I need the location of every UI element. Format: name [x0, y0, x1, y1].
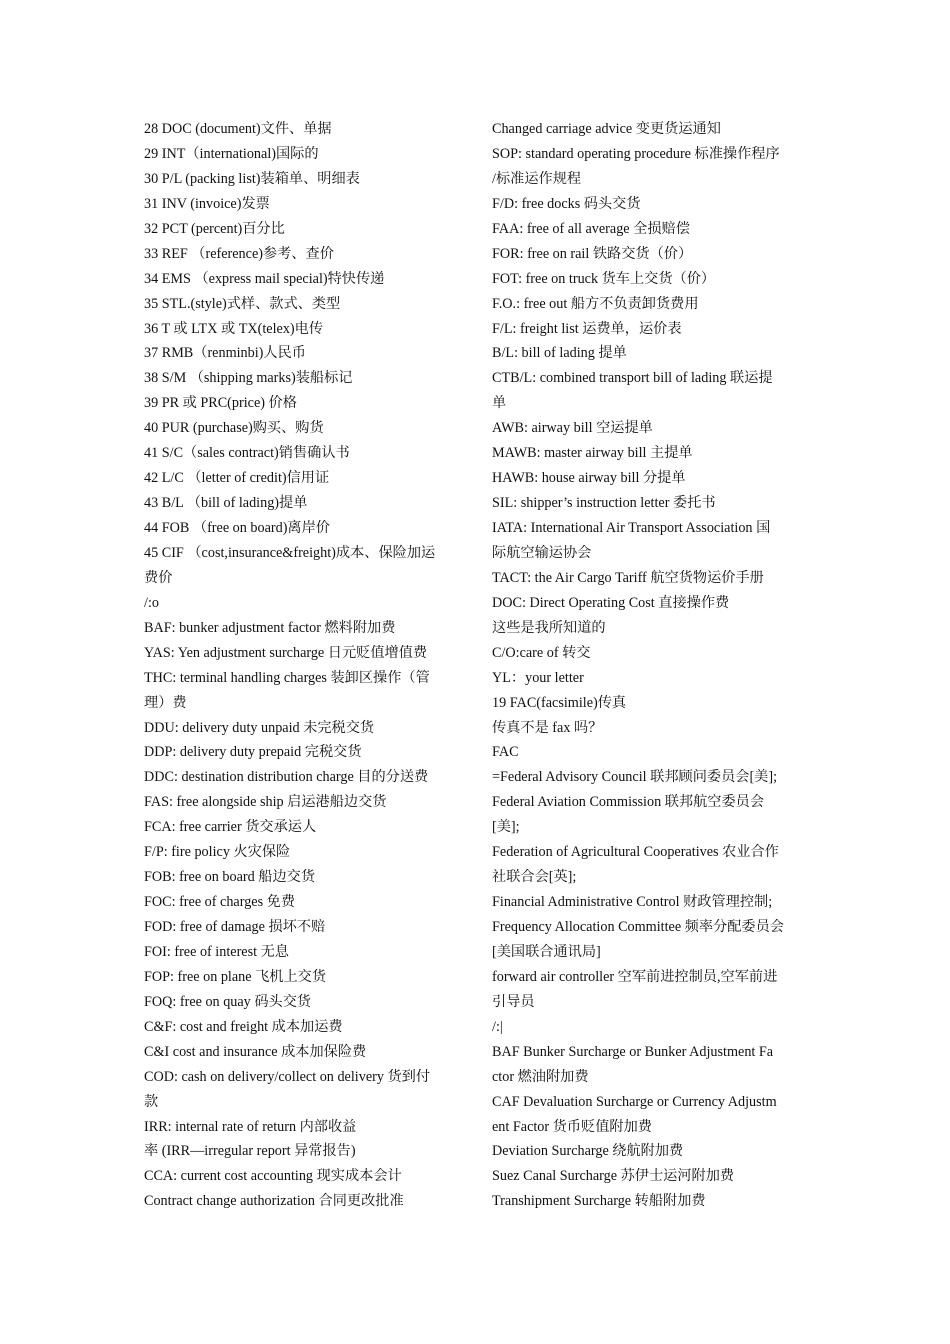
text-line: 34 EMS （express mail special)特快传递 — [144, 270, 385, 287]
text-line: 理）费 — [144, 694, 187, 711]
text-line: 这些是我所知道的 — [492, 619, 606, 636]
text-line: F.O.: free out 船方不负责卸货费用 — [492, 295, 699, 312]
text-line: 41 S/C（sales contract)销售确认书 — [144, 445, 350, 462]
text-line: ent Factor 货币贬值附加费 — [492, 1118, 652, 1135]
text-line: /:| — [492, 1018, 503, 1035]
text-line: 31 INV (invoice)发票 — [144, 195, 270, 212]
text-line: DOC: Direct Operating Cost 直接操作费 — [492, 594, 730, 611]
text-line: DDC: destination distribution charge 目的分送费 — [144, 769, 429, 786]
left-column — [144, 117, 462, 1214]
text-line: BAF Bunker Surcharge or Bunker Adjustment Fa — [492, 1043, 774, 1060]
text-line: [美国联合通讯局] — [492, 943, 601, 960]
text-line: C&F: cost and freight 成本加运费 — [144, 1018, 343, 1035]
text-line: Transhipment Surcharge 转船附加费 — [492, 1193, 706, 1210]
text-line: 40 PUR (purchase)购买、购货 — [144, 420, 324, 437]
text-line: B/L: bill of lading 提单 — [492, 345, 627, 362]
text-line: Suez Canal Surcharge 苏伊士运河附加费 — [492, 1168, 735, 1185]
text-line: C/O:care of 转交 — [492, 644, 591, 661]
text-line: 45 CIF （cost,insurance&freight)成本、保险加运 — [144, 544, 436, 561]
text-line: 率 (IRR—irregular report 异常报告) — [144, 1143, 356, 1160]
text-line: /标准运作规程 — [492, 170, 582, 187]
text-line: FOI: free of interest 无息 — [144, 943, 289, 960]
text-line: C&I cost and insurance 成本加保险费 — [144, 1043, 367, 1060]
text-line: =Federal Advisory Council 联邦顾问委员会[美]; — [492, 769, 778, 786]
text-line: forward air controller 空军前进控制员,空军前进 — [492, 968, 778, 985]
text-line: Federal Aviation Commission 联邦航空委员会 — [492, 794, 765, 811]
text-line: IRR: internal rate of return 内部收益 — [144, 1118, 357, 1135]
text-line: CTB/L: combined transport bill of lading 联运提 — [492, 370, 773, 387]
text-line: YAS: Yen adjustment surcharge 日元贬值增值费 — [144, 644, 428, 661]
text-line: 单 — [492, 395, 507, 412]
text-line: Changed carriage advice 变更货运通知 — [492, 121, 721, 137]
text-line: Federation of Agricultural Cooperatives 农业合作 — [492, 844, 779, 861]
text-line: 29 INT（international)国际的 — [144, 145, 319, 162]
text-line: HAWB: house airway bill 分提单 — [492, 470, 686, 487]
text-line: Deviation Surcharge 绕航附加费 — [492, 1143, 684, 1160]
text-line: 42 L/C （letter of credit)信用证 — [144, 470, 330, 487]
text-line: 款 — [144, 1093, 159, 1110]
text-line: DDU: delivery duty unpaid 未完税交货 — [144, 719, 375, 736]
text-line: FAS: free alongside ship 启运港船边交货 — [144, 794, 387, 811]
text-line: 19 FAC(facsimile)传真 — [492, 694, 627, 711]
text-line: 39 PR 或 PRC(price) 价格 — [144, 395, 297, 412]
text-line: ctor 燃油附加费 — [492, 1068, 589, 1085]
text-line: F/D: free docks 码头交货 — [492, 195, 641, 212]
text-line: F/L: freight list 运费单，运价表 — [492, 320, 682, 337]
text-line: FOR: free on rail 铁路交货（价） — [492, 245, 693, 262]
text-line: Contract change authorization 合同更改批准 — [144, 1193, 404, 1210]
text-line: MAWB: master airway bill 主提单 — [492, 445, 693, 462]
text-line: FCA: free carrier 货交承运人 — [144, 819, 317, 836]
text-line: DDP: delivery duty prepaid 完税交货 — [144, 744, 362, 761]
text-line: CCA: current cost accounting 现实成本会计 — [144, 1168, 402, 1185]
text-line: 28 DOC (document)文件、单据 — [144, 121, 332, 137]
text-line: FAC — [492, 744, 519, 761]
text-line: Financial Administrative Control 财政管理控制; — [492, 894, 773, 911]
text-line: THC: terminal handling charges 装卸区操作（管 — [144, 669, 430, 686]
text-line: 35 STL.(style)式样、款式、类型 — [144, 295, 341, 312]
text-line: 际航空输运协会 — [492, 544, 592, 561]
text-line: BAF: bunker adjustment factor 燃料附加费 — [144, 619, 396, 636]
text-line: FOB: free on board 船边交货 — [144, 869, 316, 886]
text-line: IATA: International Air Transport Association 国 — [492, 520, 771, 536]
text-line: 38 S/M （shipping marks)装船标记 — [144, 370, 353, 387]
text-line: SIL: shipper’s instruction letter 委托书 — [492, 495, 716, 512]
text-line: 33 REF （reference)参考、查价 — [144, 245, 334, 262]
text-line: YL：your letter — [492, 669, 584, 686]
text-line: 社联合会[英]; — [492, 869, 577, 886]
text-line: 引导员 — [492, 993, 535, 1010]
text-line: 费价 — [144, 569, 173, 586]
text-line: 43 B/L （bill of lading)提单 — [144, 495, 308, 512]
text-line: 30 P/L (packing list)装箱单、明细表 — [144, 170, 360, 187]
text-line: FOP: free on plane 飞机上交货 — [144, 968, 327, 985]
text-line: COD: cash on delivery/collect on delivery 货到付 — [144, 1068, 431, 1085]
text-line: CAF Devaluation Surcharge or Currency Adjustm — [492, 1093, 777, 1110]
text-line: FOD: free of damage 损坏不赔 — [144, 919, 326, 935]
text-line: F/P: fire policy 火灾保险 — [144, 844, 291, 861]
text-line: FOT: free on truck 货车上交货（价） — [492, 270, 716, 287]
text-line: FOQ: free on quay 码头交货 — [144, 993, 312, 1010]
text-line: /:o — [144, 594, 159, 611]
text-line: 36 T 或 LTX 或 TX(telex)电传 — [144, 320, 324, 337]
text-line: TACT: the Air Cargo Tariff 航空货物运价手册 — [492, 569, 764, 586]
text-line: SOP: standard operating procedure 标准操作程序 — [492, 145, 780, 162]
text-line: FOC: free of charges 免费 — [144, 894, 296, 911]
text-line: 37 RMB（renminbi)人民币 — [144, 345, 306, 362]
text-line: 32 PCT (percent)百分比 — [144, 220, 285, 237]
text-line: [美]; — [492, 819, 520, 836]
text-line: 44 FOB （free on board)离岸价 — [144, 520, 330, 536]
text-line: 传真不是 fax 吗？ — [492, 719, 603, 736]
text-line: AWB: airway bill 空运提单 — [492, 420, 653, 437]
text-line: Frequency Allocation Committee 频率分配委员会 — [492, 919, 784, 935]
text-line: FAA: free of all average 全损赔偿 — [492, 220, 690, 237]
right-column — [492, 117, 812, 1214]
